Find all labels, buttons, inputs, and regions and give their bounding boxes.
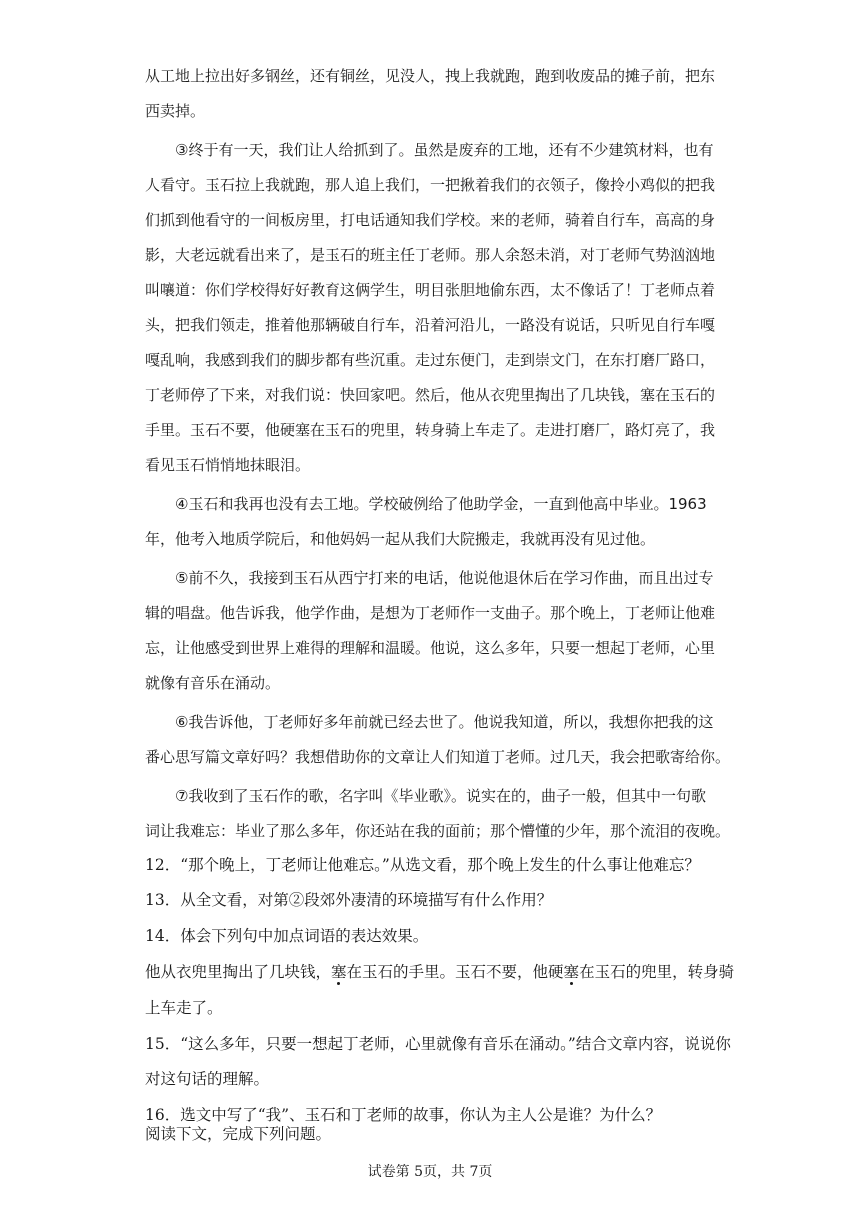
question-12: 12．“那个晚上，丁老师让他难忘。”从选文看，那个晚上发生的什么事让他难忘？: [145, 856, 700, 874]
paragraph-7: ⑦我收到了玉石作的歌，名字叫《毕业歌》。说实在的，曲子一般，但其中一句歌: [175, 787, 706, 805]
passage-line: 嘎乱响，我感到我们的脚步都有些沉重。走过东便门，走到崇文门，在东打磨厂路口，: [145, 351, 716, 369]
passage-line: 看见玉石悄悄地抹眼泪。: [145, 456, 311, 474]
passage-line: 叫嚷道：你们学校得好好教育这俩学生，明目张胆地偷东西，太不像话了！丁老师点着: [145, 281, 716, 299]
passage-line: 们抓到他看守的一间板房里，打电话通知我们学校。来的老师，骑着自行车，高高的身: [145, 211, 716, 229]
passage-line: 西卖掉。: [145, 102, 206, 120]
passage-line: 年，他考入地质学院后，和他妈妈一起从我们大院搬走，我就再没有见过他。: [145, 530, 656, 548]
emphasis-dotted-word: 塞: [331, 963, 347, 981]
question-15-continued: 对这句话的理解。: [145, 1070, 270, 1088]
sentence-part: 在玉石的兜里，转身骑: [579, 963, 735, 981]
passage-line: 辑的唱盘。他告诉我，他学作曲，是想为丁老师作一支曲子。那个晚上，丁老师让他难: [145, 604, 716, 622]
sentence-part: 在玉石的手里。玉石不要，他硬: [346, 963, 564, 981]
question-14-sentence-continued: 上车走了。: [145, 999, 223, 1017]
passage-line: 人看守。玉石拉上我就跑，那人追上我们，一把揪着我们的衣领子，像拎小鸡似的把我: [145, 176, 716, 194]
question-13: 13．从全文看，对第②段郊外凄清的环境描写有什么作用？: [145, 891, 553, 909]
paragraph-3: ③终于有一天，我们让人给抓到了。虽然是废弃的工地，还有不少建筑材料，也有: [175, 141, 714, 159]
passage-line: 忘，让他感受到世界上难得的理解和温暖。他说，这么多年，只要一想起丁老师，心里: [145, 639, 716, 657]
paragraph-6: ⑥我告诉他，丁老师好多年前就已经去世了。他说我知道，所以，我想你把我的这: [175, 713, 714, 731]
passage-line: 头，把我们领走，推着他那辆破自行车，沿着河沿儿，一路没有说话，只听见自行车嘎: [145, 316, 716, 334]
passage-line: 从工地上拉出好多钢丝，还有铜丝，见没人，拽上我就跑，跑到收废品的摊子前，把东: [145, 67, 716, 85]
next-section-instruction: 阅读下文，完成下列问题。: [145, 1125, 332, 1143]
paragraph-4: ④玉石和我再也没有去工地。学校破例给了他助学金，一直到他高中毕业。1963: [175, 495, 707, 513]
passage-line: 影，大老远就看出来了，是玉石的班主任丁老师。那人余怒未消，对丁老师气势汹汹地: [145, 246, 716, 264]
paragraph-5: ⑤前不久，我接到玉石从西宁打来的电话，他说他退休后在学习作曲，而且出过专: [175, 569, 714, 587]
question-14-sentence: [145, 962, 735, 982]
passage-line: 丁老师停了下来，对我们说：快回家吧。然后，他从衣兜里掏出了几块钱，塞在玉石的: [145, 386, 716, 404]
page-footer: 试卷第 5页，共 7页: [367, 1164, 493, 1180]
question-15: 15．“这么多年，只要一想起丁老师，心里就像有音乐在涌动。”结合文章内容，说说你: [145, 1035, 731, 1053]
passage-line: 番心思写篇文章好吗？我想借助你的文章让人们知道丁老师。过几天，我会把歌寄给你。: [145, 748, 731, 766]
passage-line: 就像有音乐在涌动。: [145, 674, 281, 692]
question-16: 16．选文中写了“我”、玉石和丁老师的故事，你认为主人公是谁？为什么？: [145, 1106, 662, 1124]
question-14: 14．体会下列句中加点词语的表达效果。: [145, 927, 429, 945]
emphasis-dotted-word: 塞: [563, 963, 580, 981]
passage-line: 词让我难忘：毕业了那么多年，你还站在我的面前；那个懵懂的少年，那个流泪的夜晚。: [145, 822, 731, 840]
passage-line: 手里。玉石不要，他硬塞在玉石的兜里，转身骑上车走了。走进打磨厂，路灯亮了，我: [145, 421, 716, 439]
sentence-part: 他从衣兜里掏出了几块钱，: [145, 963, 332, 981]
